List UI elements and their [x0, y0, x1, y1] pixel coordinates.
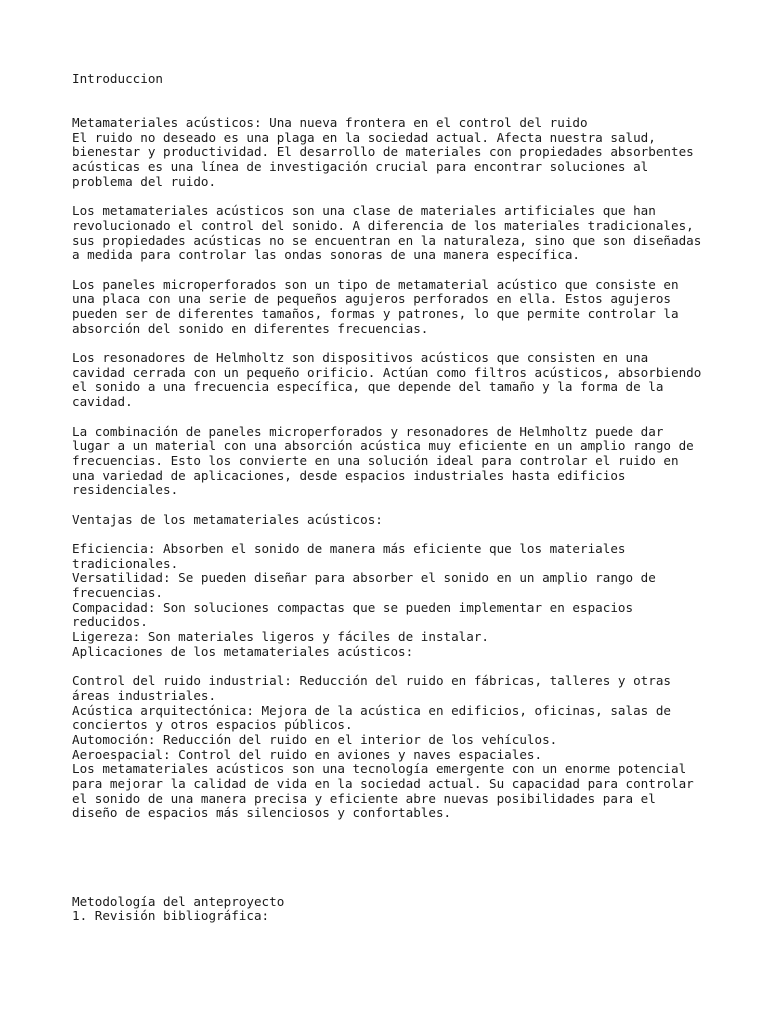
text-line: cavidad.	[72, 394, 133, 410]
text-line: problema del ruido.	[72, 173, 217, 189]
blank-line	[72, 336, 702, 351]
text-line: el sonido a una frecuencia específica, que depende del tamaño y la forma de la	[72, 379, 664, 395]
blank-line	[72, 498, 702, 513]
text-line: Los metamateriales acústicos son una tecnología emergente con un enorme potencial	[72, 761, 687, 777]
blank-line	[72, 87, 702, 102]
text-line: absorción del sonido en diferentes frecuencias.	[72, 320, 429, 336]
blank-line	[72, 410, 702, 425]
text-line: 1. Revisión bibliográfica:	[72, 908, 270, 924]
text-line: Control del ruido industrial: Reducción del ruido en fábricas, talleres y otras	[72, 673, 671, 689]
text-line: áreas industriales.	[72, 687, 217, 703]
text-line: Eficiencia: Absorben el sonido de manera más eficiente que los materiales	[72, 541, 626, 556]
text-line: Introduccion	[72, 71, 163, 86]
blank-line	[72, 865, 702, 880]
text-line: bienestar y productividad. El desarrollo de materiales con propiedades absorbentes	[72, 144, 694, 160]
document-page	[72, 72, 702, 924]
text-line: residenciales.	[72, 482, 179, 498]
text-line: sus propiedades acústicas no se encuentran en la naturaleza, sino que son diseñadas	[72, 232, 702, 248]
text-line: una variedad de aplicaciones, desde espacios industriales hasta edificios	[72, 467, 626, 483]
blank-line	[72, 880, 702, 895]
text-line: cavidad cerrada con un pequeño orificio. Actúan como filtros acústicos, absorbiendo	[72, 364, 702, 380]
text-line: Metodología del anteproyecto	[72, 893, 285, 909]
blank-line	[72, 660, 702, 675]
document-body	[72, 72, 702, 924]
text-line: Los resonadores de Helmholtz son dispositivos acústicos que consisten en una	[72, 350, 649, 366]
text-line: el sonido de una manera precisa y eficiente abre nuevas posibilidades para el	[72, 790, 656, 806]
text-line: a medida para controlar las ondas sonoras de una manera específica.	[72, 247, 580, 263]
text-line: Metamateriales acústicos: Una nueva frontera en el control del ruido	[72, 115, 588, 131]
blank-line	[72, 263, 702, 278]
blank-line	[72, 836, 702, 851]
text-line: tradicionales.	[72, 555, 179, 571]
text-line: para mejorar la calidad de vida en la sociedad actual. Su capacidad para controlar	[72, 776, 694, 791]
text-line: una placa con una serie de pequeños agujeros perforados en ella. Estos agujeros	[72, 291, 671, 307]
text-line: acústicas es una línea de investigación crucial para encontrar soluciones al	[72, 159, 649, 175]
text-line: Versatilidad: Se pueden diseñar para absorber el sonido en un amplio rango de	[72, 570, 656, 586]
text-line: Los paneles microperforados son un tipo de metamaterial acústico que consiste en	[72, 276, 679, 292]
blank-line	[72, 821, 702, 836]
text-line: Automoción: Reducción del ruido en el interior de los vehículos.	[72, 731, 558, 747]
text-line: pueden ser de diferentes tamaños, formas y patrones, lo que permite controlar la	[72, 306, 679, 321]
blank-line	[72, 190, 702, 205]
text-line: diseño de espacios más silenciosos y confortables.	[72, 805, 452, 821]
text-line: Ventajas de los metamateriales acústicos:	[72, 511, 383, 527]
text-line: Aeroespacial: Control del ruido en aviones y naves espaciales.	[72, 746, 543, 762]
text-line: lugar a un material con una absorción acústica muy eficiente en un amplio rango de	[72, 438, 694, 454]
text-line: El ruido no deseado es una plaga en la sociedad actual. Afecta nuestra salud,	[72, 129, 656, 145]
text-line: Compacidad: Son soluciones compactas que se pueden implementar en espacios	[72, 599, 634, 615]
text-line: La combinación de paneles microperforados y resonadores de Helmholtz puede dar	[72, 423, 664, 439]
text-line: revolucionado el control del sonido. A diferencia de los materiales tradicionales,	[72, 217, 694, 233]
text-line: Acústica arquitectónica: Mejora de la acústica en edificios, oficinas, salas de	[72, 702, 671, 718]
text-line: conciertos y otros espacios públicos.	[72, 717, 353, 733]
text-line: frecuencias.	[72, 585, 163, 601]
text-line: Los metamateriales acústicos son una clase de materiales artificiales que han	[72, 203, 656, 219]
text-line: Aplicaciones de los metamateriales acústicos:	[72, 643, 414, 659]
text-line: reducidos.	[72, 614, 148, 630]
blank-line	[72, 101, 702, 116]
text-line: Ligereza: Son materiales ligeros y fáciles de instalar.	[72, 629, 490, 645]
blank-line	[72, 527, 702, 542]
text-line: frecuencias. Esto los convierte en una solución ideal para controlar el ruido en	[72, 452, 679, 468]
blank-line	[72, 850, 702, 865]
